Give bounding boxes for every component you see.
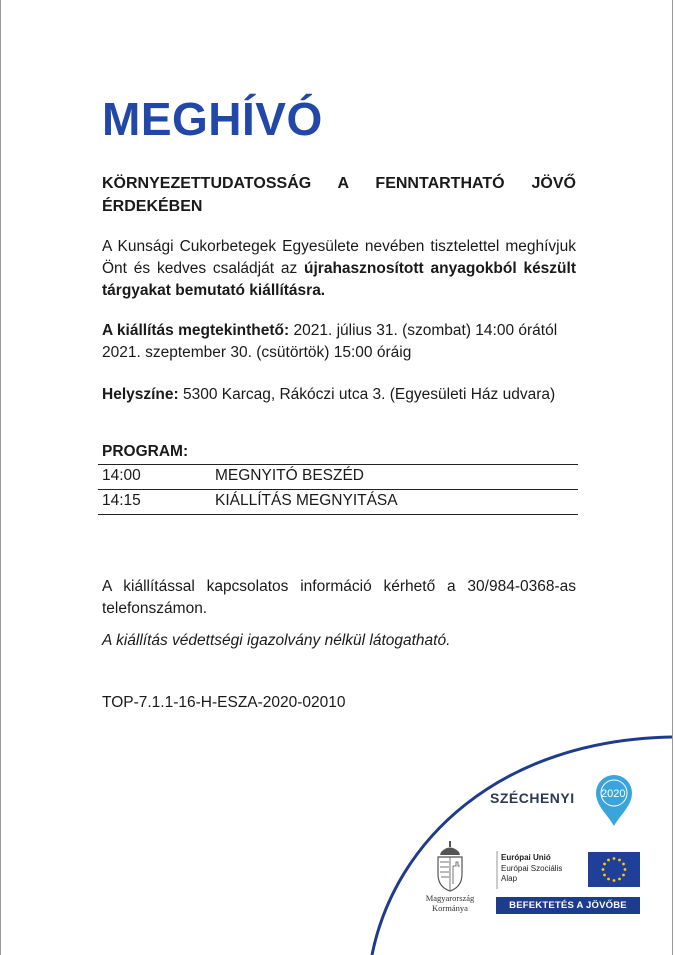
dates-label: A kiállítás megtekinthető: xyxy=(102,322,290,339)
reference-number: TOP-7.1.1-16-H-ESZA-2020-02010 xyxy=(102,694,346,711)
dates-line2: 2021. szeptember 30. (csütörtök) 15:00 óráig xyxy=(102,344,412,361)
szechenyi-year: 2020 xyxy=(601,788,626,800)
info-paragraph: A kiállítással kapcsolatos információ kérhető a 30/984-0368-as telefonszámon. xyxy=(102,578,576,617)
eu-main-label: Európai Unió xyxy=(501,853,551,862)
program-heading: PROGRAM: xyxy=(102,443,189,460)
government-line2: Kormánya xyxy=(432,903,468,913)
dates-line1: 2021. július 31. (szombat) 14:00 órától xyxy=(289,322,558,339)
venue-text: 5300 Karcag, Rákóczi utca 3. (Egyesületi Ház udvara) xyxy=(178,386,556,403)
program-time: 14:00 xyxy=(98,465,211,490)
intro-text: A Kunsági Cukorbetegek Egyesülete nevében tisztelettel meghívjuk Önt és kedves családját az xyxy=(102,238,576,277)
intro-bold-text: újrahasznosított anyagokból készült tárgyakat bemutató kiállításra. xyxy=(102,260,576,299)
szechenyi-logo-text: SZÉCHENYI xyxy=(490,790,575,806)
eu-line2: Európai Szociális xyxy=(501,863,563,873)
program-item: MEGNYITÓ BESZÉD xyxy=(211,465,578,490)
program-time: 14:15 xyxy=(98,490,211,515)
subtitle: KÖRNYEZETTUDATOSSÁG A FENNTARTHATÓ JÖVŐ ÉRDEKÉBEN xyxy=(102,175,576,215)
note-paragraph: A kiállítás védettségi igazolvány nélkül látogatható. xyxy=(102,632,451,649)
invest-banner: BEFEKTETÉS A JÖVŐBE xyxy=(496,897,640,914)
page-title: MEGHÍVÓ xyxy=(102,93,323,145)
venue-label: Helyszíne: xyxy=(102,386,179,403)
program-item: KIÁLLÍTÁS MEGNYITÁSA xyxy=(211,490,578,515)
eu-line3: Alap xyxy=(501,874,518,883)
government-line1: Magyarország xyxy=(425,893,475,903)
